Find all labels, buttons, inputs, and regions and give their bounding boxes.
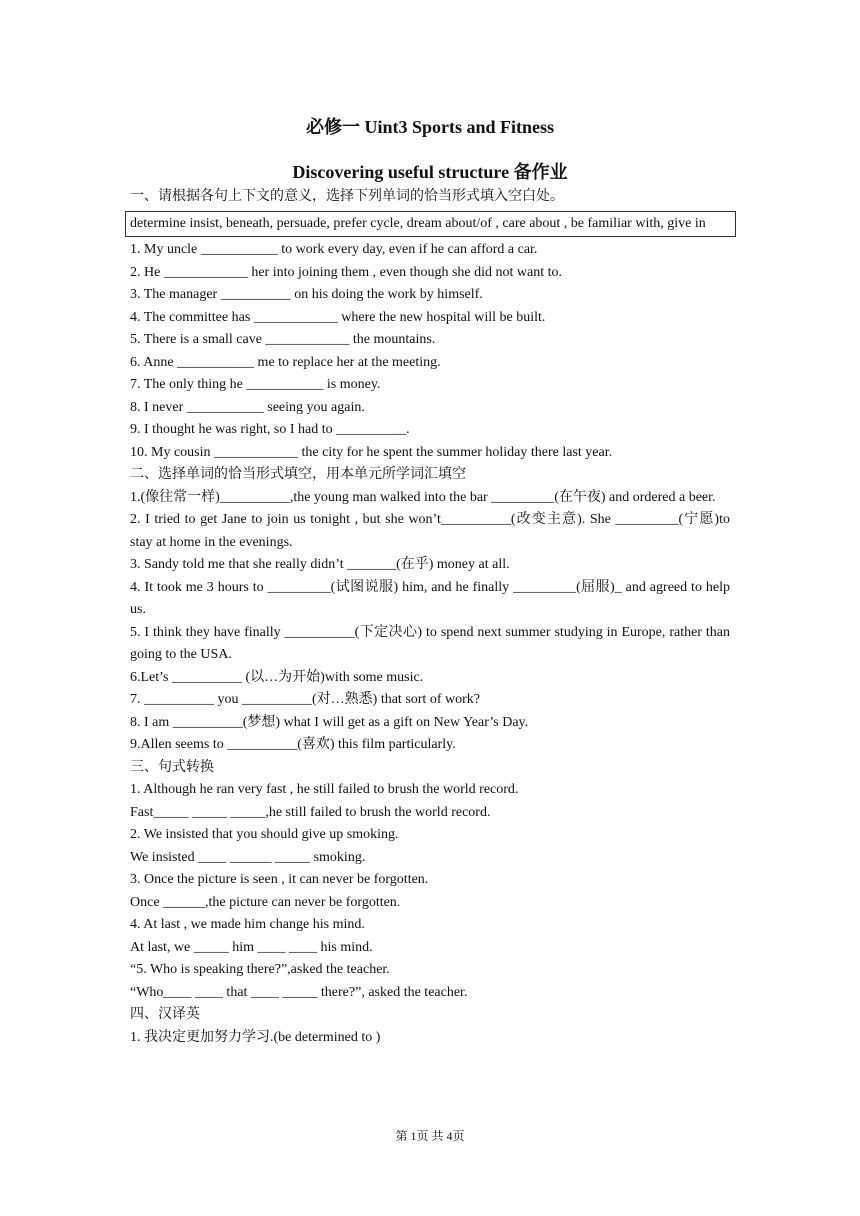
exercise-item: 9. I thought he was right, so I had to __________. (130, 422, 410, 437)
section-3 (130, 757, 730, 1005)
section-4-heading: 四、汉译英 (130, 1007, 200, 1022)
exercise-item: Once ______,the picture can never be forgotten. (130, 894, 401, 910)
exercise-item: 5. I think they have finally __________(下定决心) to spend next summer studying in Europe, rather than going to the USA. (130, 624, 730, 662)
page-title: 必修一 Uint3 Sports and Fitness (305, 117, 555, 137)
exercise-item: 8. I am __________(梦想) what I will get as a gift on New Year’s Day. (130, 714, 529, 730)
section-2 (130, 464, 730, 757)
exercise-item: “5. Who is speaking there?”,asked the teacher. (130, 962, 390, 977)
page-content (130, 113, 730, 1049)
exercise-item: 4. The committee has ____________ where the new hospital will be built. (130, 309, 546, 325)
exercise-item: 1. My uncle ___________ to work every day, even if he can afford a car. (130, 242, 538, 257)
word-bank-box: determine insist, beneath, persuade, prefer cycle, dream about/of , care about , be familiar with, give in (125, 211, 736, 238)
exercise-item: 2. We insisted that you should give up smoking. (130, 827, 399, 842)
exercise-item: 9.Allen seems to __________(喜欢) this film particularly. (130, 737, 456, 752)
exercise-item: 1.(像往常一样)__________,the young man walked into the bar _________(在午夜) and ordered a beer. (130, 489, 716, 505)
exercise-item: We insisted ____ ______ _____ smoking. (130, 849, 366, 865)
exercise-item: 2. I tried to get Jane to join us tonight , but she won’t__________(改变主意). She _________(宁愿)to stay at home in the evenings. (130, 512, 730, 550)
exercise-item: 8. I never ___________ seeing you again. (130, 399, 365, 415)
exercise-item: 6.Let’s __________ (以…为开始)with some music. (130, 669, 424, 685)
exercise-item: 2. He ____________ her into joining them , even though she did not want to. (130, 264, 563, 280)
section-2-heading: 二、选择单词的恰当形式填空，用本单元所学词汇填空 (130, 467, 466, 482)
exercise-item: 3. Once the picture is seen , it can never be forgotten. (130, 872, 429, 887)
exercise-item: 6. Anne ___________ me to replace her at the meeting. (130, 354, 441, 370)
exercise-item: 5. There is a small cave ____________ the mountains. (130, 332, 436, 347)
exercise-item: 1. 我决定更加努力学习.(be determined to ) (130, 1029, 381, 1045)
section-1-heading: 一、请根据各句上下文的意义，选择下列单词的恰当形式填入空白处。 (130, 189, 564, 204)
exercise-item: 1. Although he ran very fast , he still failed to brush the world record. (130, 782, 519, 797)
exercise-item: 7. The only thing he ___________ is money. (130, 377, 381, 392)
section-3-heading: 三、句式转换 (130, 759, 214, 775)
exercise-item: 3. Sandy told me that she really didn’t _______(在乎) money at all. (130, 557, 510, 572)
page-subtitle: Discovering useful structure 备作业 (292, 162, 568, 182)
exercise-item: “Who____ ____ that ____ _____ there?”, asked the teacher. (130, 984, 468, 1000)
section-1 (130, 186, 730, 464)
section-4 (130, 1004, 730, 1049)
exercise-item: At last, we _____ him ____ ____ his mind. (130, 939, 373, 955)
exercise-item: 4. It took me 3 hours to _________(试图说服) him, and he finally _________(屈服)_ and agreed to help us. (130, 579, 730, 617)
exercise-item: 4. At last , we made him change his mind. (130, 917, 365, 932)
exercise-item: 3. The manager __________ on his doing the work by himself. (130, 287, 483, 302)
exercise-item: Fast_____ _____ _____,he still failed to brush the world record. (130, 804, 491, 820)
exercise-item: 7. __________ you __________(对…熟悉) that sort of work? (130, 692, 480, 707)
exercise-item: 10. My cousin ____________ the city for he spent the summer holiday there last year. (130, 444, 613, 460)
page-footer: 第 1页 共 4页 (395, 1129, 465, 1143)
